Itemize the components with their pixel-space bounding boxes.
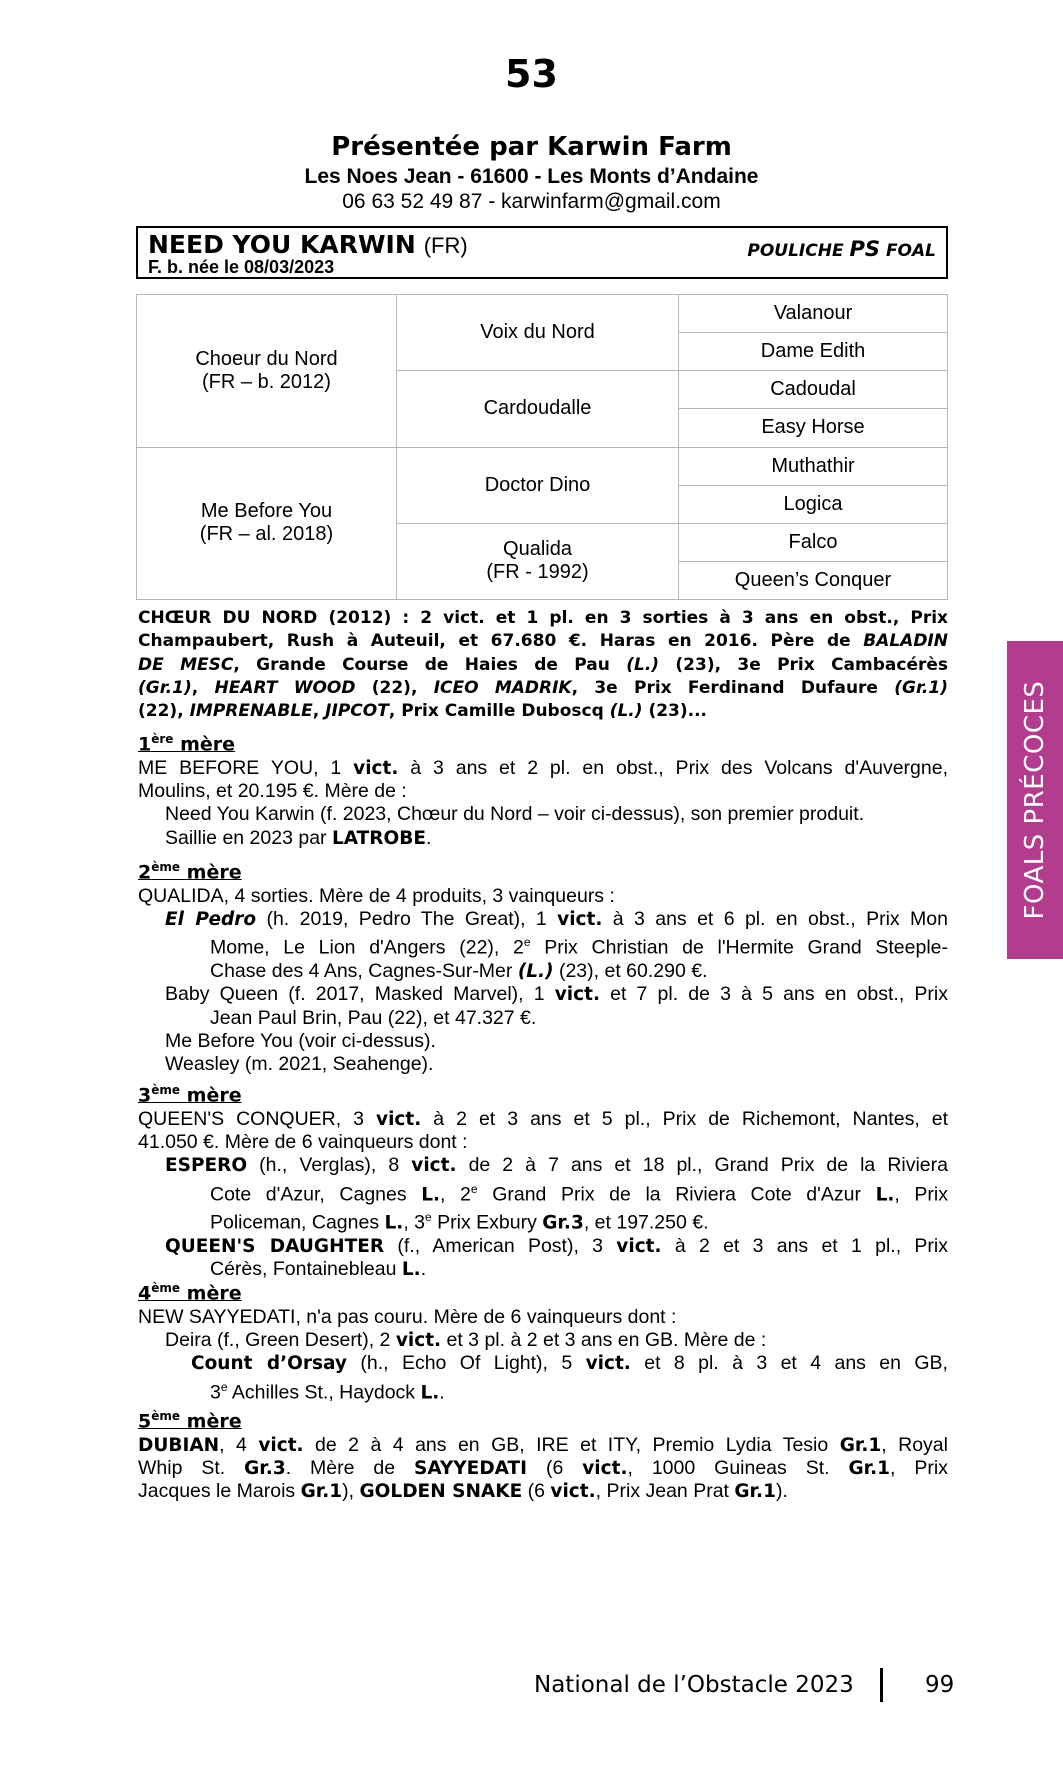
text-line: QUEEN'S CONQUER, 3 vict. à 2 et 3 ans et 5 pl., Prix de Richemont, Nantes, et: [138, 1107, 948, 1130]
text-line: Chase des 4 Ans, Cagnes-Sur-Mer (L.) (23), et 60.290 €.: [210, 960, 708, 983]
horse-origin: (FR): [423, 233, 468, 258]
presenter-address: Les Noes Jean - 61600 - Les Monts d’Andaine: [304, 165, 759, 188]
dam-section-2: [138, 856, 948, 1077]
horse-type-ps: PS: [849, 237, 881, 261]
pedigree-dam-sire: Doctor Dino: [397, 447, 679, 523]
text-line: Me Before You (voir ci-dessus).: [165, 1029, 436, 1052]
pedigree-dam-detail: (FR – al. 2018): [199, 523, 334, 546]
pedigree-gen3-3: Cadoudal: [679, 371, 948, 409]
presenter-contact: 06 63 52 49 87 - karwinfarm@gmail.com: [342, 190, 721, 213]
text-line: Mome, Le Lion d'Angers (22), 2e Prix Christian de l'Hermite Grand Steeple-: [210, 935, 948, 959]
pedigree-table: [136, 294, 948, 600]
sire-line: (Gr.1), HEART WOOD (22), ICEO MADRIK, 3e Prix Ferdinand Dufaure (Gr.1): [138, 677, 948, 698]
text-line: DUBIAN, 4 vict. de 2 à 4 ans en GB, IRE et ITY, Premio Lydia Tesio Gr.1, Royal: [138, 1433, 948, 1456]
pedigree-gen3-6: Logica: [679, 485, 948, 523]
presenter-title: Présentée par Karwin Farm: [331, 132, 732, 162]
text-line: Jacques le Marois Gr.1), GOLDEN SNAKE (6 vict., Prix Jean Prat Gr.1).: [138, 1480, 788, 1503]
text-line: Weasley (m. 2021, Seahenge).: [165, 1053, 434, 1076]
dam-heading: 4ème mère: [138, 1281, 242, 1305]
text-line: QUEEN'S DAUGHTER (f., American Post), 3 vict. à 2 et 3 ans et 1 pl., Prix: [165, 1235, 948, 1258]
horse-name-text: NEED YOU KARWIN: [148, 230, 416, 259]
text-line: ESPERO (h., Verglas), 8 vict. de 2 à 7 ans et 18 pl., Grand Prix de la Riviera: [165, 1154, 948, 1177]
text-line: Deira (f., Green Desert), 2 vict. et 3 pl. à 2 et 3 ans en GB. Mère de :: [165, 1328, 767, 1351]
sire-paragraph: [138, 607, 948, 723]
pedigree-gen3-5: Muthathir: [679, 447, 948, 485]
pedigree-gen3-8: Queen’s Conquer: [679, 561, 948, 599]
pedigree-dam-dam: [397, 523, 679, 599]
horse-type: [747, 237, 936, 261]
pedigree-gen3-1: Valanour: [679, 295, 948, 333]
sire-line: (22), IMPRENABLE, JIPCOT, Prix Camille Duboscq (L.) (23)...: [138, 701, 708, 722]
footer-separator: [880, 1668, 883, 1702]
text-line: El Pedro (h. 2019, Pedro The Great), 1 vict. à 3 ans et 6 pl. en obst., Prix Mon: [165, 907, 948, 930]
text-line: Jean Paul Brin, Pau (22), et 47.327 €.: [210, 1006, 537, 1029]
text-line: Count d’Orsay (h., Echo Of Light), 5 vict. et 8 pl. à 3 et 4 ans en GB,: [191, 1352, 948, 1375]
text-line: Cérès, Fontainebleau L..: [210, 1258, 427, 1281]
page-number: 99: [925, 1672, 955, 1698]
text-line: 41.050 €. Mère de 6 vainqueurs dont :: [138, 1130, 468, 1153]
sire-line: DE MESC, Grande Course de Haies de Pau (L.) (23), 3e Prix Cambacérès: [138, 654, 949, 675]
pedigree-gen3-2: Dame Edith: [679, 333, 948, 371]
horse-name: [148, 230, 468, 259]
pedigree-sire: [137, 295, 397, 448]
text-line: Baby Queen (f. 2017, Masked Marvel), 1 vict. et 7 pl. de 3 à 5 ans en obst., Prix: [165, 983, 948, 1006]
pedigree-dam-dam-name: Qualida: [503, 538, 572, 561]
horse-birth: F. b. née le 08/03/2023: [148, 257, 335, 277]
text-line: 3e Achilles St., Haydock L..: [210, 1379, 445, 1404]
pedigree-sire-name: Choeur du Nord: [195, 347, 338, 370]
horse-header-box: [136, 226, 948, 279]
dam-heading: 3ème mère: [138, 1083, 242, 1107]
pedigree-sire-dam: Cardoudalle: [397, 371, 679, 447]
sire-line: Champaubert, Rush à Auteuil, et 67.680 €. Haras en 2016. Père de BALADIN: [138, 631, 948, 652]
dam-section-5: [138, 1405, 948, 1504]
text-line: Saillie en 2023 par LATROBE.: [165, 826, 432, 849]
pedigree-sire-sire: Voix du Nord: [397, 295, 679, 371]
text-line: QUALIDA, 4 sorties. Mère de 4 produits, 3 vainqueurs :: [138, 884, 615, 907]
sire-line: CHŒUR DU NORD (2012) : 2 vict. et 1 pl. en 3 sorties à 3 ans en obst., Prix: [138, 608, 948, 628]
text-line: ME BEFORE YOU, 1 vict. à 3 ans et 2 pl. en obst., Prix des Volcans d'Auvergne,: [138, 756, 948, 779]
dam-section-1: [138, 728, 948, 850]
lot-number: 53: [505, 52, 558, 96]
dam-heading: 5ème mère: [138, 1409, 242, 1433]
text-line: NEW SAYYEDATI, n'a pas couru. Mère de 6 vainqueurs dont :: [138, 1305, 677, 1328]
side-tab-label: FOALS PRÉCOCES: [1020, 680, 1050, 920]
pedigree-gen3-4: Easy Horse: [679, 409, 948, 447]
dam-heading: 1ère mère: [138, 732, 236, 756]
dam-heading: 2ème mère: [138, 860, 242, 884]
side-tab: [1007, 641, 1063, 959]
pedigree-gen3-7: Falco: [679, 523, 948, 561]
text-line: Policeman, Cagnes L., 3e Prix Exbury Gr.3, et 197.250 €.: [210, 1210, 709, 1234]
dam-section-3: [138, 1079, 948, 1282]
footer-title: National de l’Obstacle 2023: [534, 1672, 854, 1698]
pedigree-dam: [137, 447, 397, 600]
pedigree-dam-name: Me Before You: [200, 500, 333, 523]
text-line: Cote d'Azur, Cagnes L., 2e Grand Prix de la Riviera Cote d'Azur L., Prix: [210, 1181, 948, 1206]
pedigree-dam-dam-detail: (FR - 1992): [486, 561, 589, 584]
text-line: Moulins, et 20.195 €. Mère de :: [138, 779, 407, 802]
text-line: Need You Karwin (f. 2023, Chœur du Nord – voir ci-dessus), son premier produit.: [165, 803, 865, 826]
pedigree-sire-detail: (FR – b. 2012): [202, 370, 331, 393]
dam-section-4: [138, 1277, 948, 1404]
text-line: Whip St. Gr.3. Mère de SAYYEDATI (6 vict., 1000 Guineas St. Gr.1, Prix: [138, 1456, 948, 1479]
horse-type-prefix: POULICHE: [747, 241, 844, 261]
horse-type-suffix: FOAL: [885, 241, 936, 261]
